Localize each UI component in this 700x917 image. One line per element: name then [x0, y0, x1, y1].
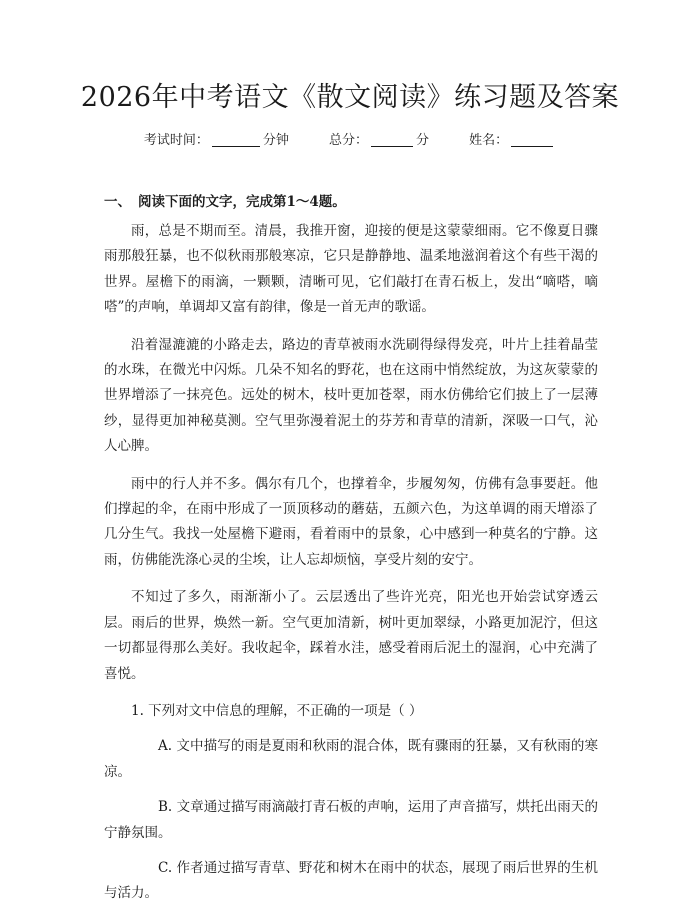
passage-paragraph: 雨，总是不期而至。清晨，我推开窗，迎接的便是这蒙蒙细雨。它不像夏日骤雨那般狂暴，也不似秋雨那般寒凉，它只是静静地、温柔地滋润着这个有些干渴的世界。屋檐下的雨滴，一颗颗，清晰可见，它们敲打在青石板上，发出“嘀嗒，嘀嗒”的声响，单调却又富有韵律，像是一首无声的歌谣。 — [104, 223, 598, 316]
section-number: 一、 — [104, 194, 131, 210]
student-name-blank — [511, 132, 553, 147]
passage-paragraph: 沿着湿漉漉的小路走去，路边的青草被雨水洗刷得绿得发亮，叶片上挂着晶莹的水珠，在微光中闪烁。几朵不知名的野花，也在这雨中悄然绽放，为这灰蒙蒙的世界增添了一抹亮色。远处的树木，枝叶更加苍翠，雨水仿佛给它们披上了一层薄纱，显得更加神秘莫测。空气里弥漫着泥土的芬芳和青草的清新，深吸一口气，沁人心脾。 — [104, 336, 598, 455]
total-score-blank — [371, 132, 413, 147]
passage-paragraph: 不知过了多久，雨渐渐小了。云层透出了些许光亮，阳光也开始尝试穿透云层。雨后的世界，焕然一新。空气更加清新，树叶更加翠绿，小路更加泥泞，但这一切都显得那么美好。我收起伞，踩着水洼，感受着雨后泥土的湿润，心中充满了喜悦。 — [104, 589, 598, 682]
exam-time-field — [144, 132, 289, 150]
reading-passage — [104, 219, 598, 917]
question-1-option-c: C. 作者通过描写青草、野花和树木在雨中的状态，展现了雨后世界的生机与活力。 — [104, 859, 598, 902]
exam-info-line — [0, 132, 700, 150]
total-score-label: 总分： — [328, 133, 368, 148]
section-heading — [104, 193, 346, 211]
question-1-stem: 1. 下列对文中信息的理解，不正确的一项是（ ） — [131, 702, 423, 719]
section-instruction: 阅读下面的文字，完成第1～4题。 — [138, 194, 346, 210]
exam-time-label: 考试时间： — [143, 133, 209, 148]
total-score-field — [329, 132, 429, 150]
passage-paragraph: 雨中的行人并不多。偶尔有几个，也撑着伞，步履匆匆，仿佛有急事要赶。他们撑起的伞，在雨中形成了一顶顶移动的蘑菇，五颜六色，为这单调的雨天增添了几分生气。我找一处屋檐下避雨，看着雨中的景象，心中感到一种莫名的宁静。这雨，仿佛能洗涤心灵的尘埃，让人忘却烦恼，享受片刻的安宁。 — [104, 475, 598, 568]
exam-time-blank — [212, 132, 260, 147]
student-name-field — [469, 132, 556, 150]
total-score-unit: 分 — [416, 133, 430, 148]
document-title: 2026年中考语文《散文阅读》练习题及答案 — [80, 82, 620, 113]
student-name-label: 姓名： — [469, 133, 509, 148]
question-1-option-b: B. 文章通过描写雨滴敲打青石板的声响，运用了声音描写，烘托出雨天的宁静氛围。 — [104, 799, 598, 841]
exam-time-unit: 分钟 — [262, 133, 289, 148]
question-1-option-a: A. 文中描写的雨是夏雨和秋雨的混合体，既有骤雨的狂暴，又有秋雨的寒凉。 — [104, 738, 598, 780]
